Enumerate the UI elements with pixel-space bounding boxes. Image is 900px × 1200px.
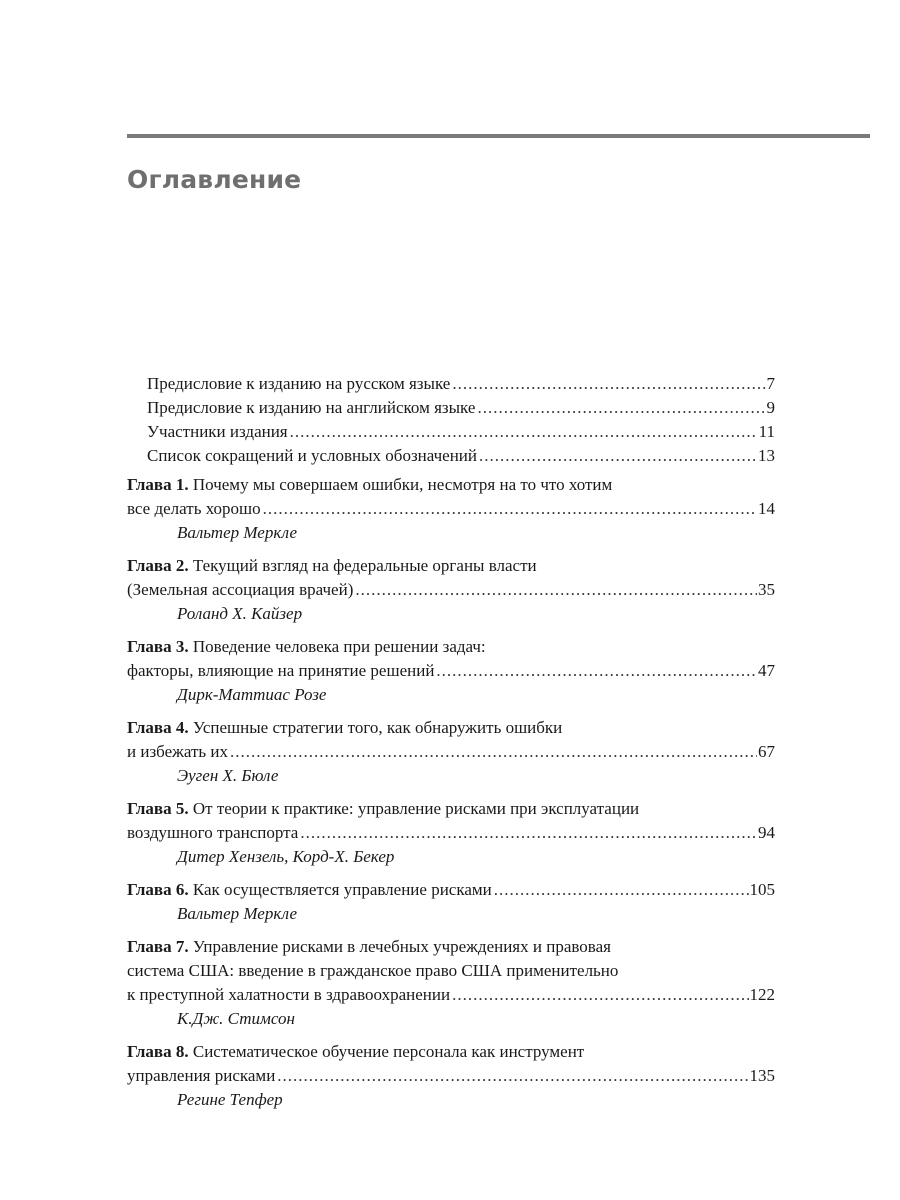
chapter-title-text: все делать хорошо (127, 499, 261, 518)
chapter-author: Вальтер Меркле (177, 523, 298, 542)
chapter-list (127, 473, 775, 1112)
chapter-author: Эуген Х. Бюле (177, 766, 279, 785)
chapter-author: Вальтер Меркле (177, 904, 298, 923)
table-of-contents (127, 372, 775, 1112)
dot-leader (263, 497, 757, 521)
dot-leader (290, 420, 758, 444)
dot-leader (479, 444, 757, 468)
chapter-title-text: (Земельная ассоциация врачей) (127, 580, 354, 599)
chapter-page: 35 (758, 580, 775, 599)
chapter-page: 122 (749, 985, 775, 1004)
chapter-label: Глава 3. (127, 637, 189, 656)
chapter-title-text: факторы, влияющие на принятие решений (127, 661, 435, 680)
chapter-entry[interactable] (127, 635, 775, 707)
chapter-title-line (127, 959, 775, 983)
chapter-title-line (127, 473, 775, 497)
toc-entry-abbreviations[interactable] (127, 444, 775, 468)
toc-entry-page: 11 (758, 422, 775, 441)
chapter-title-line (127, 821, 775, 845)
chapter-label: Глава 8. (127, 1042, 189, 1061)
chapter-author: К.Дж. Стимсон (177, 1009, 295, 1028)
chapter-title-line (127, 797, 775, 821)
chapter-title-text: Как осуществляется управление рисками (192, 880, 492, 899)
chapter-author: Дирк-Маттиас Розе (177, 685, 327, 704)
chapter-author: Регине Тепфер (177, 1090, 283, 1109)
chapter-title-text: Систематическое обучение персонала как инструмент (192, 1042, 585, 1061)
chapter-title-text: управления рисками (127, 1066, 276, 1085)
chapter-title-line (127, 635, 775, 659)
chapter-page: 47 (758, 661, 775, 680)
dot-leader (452, 372, 765, 396)
toc-entry-title: Участники издания (147, 422, 288, 441)
toc-entry-contributors[interactable] (127, 420, 775, 444)
top-rule (127, 134, 870, 138)
dot-leader (494, 878, 749, 902)
dot-leader (436, 659, 757, 683)
chapter-page: 67 (758, 742, 775, 761)
toc-entry-title: Предисловие к изданию на английском языке (147, 398, 476, 417)
dot-leader (230, 740, 757, 764)
dot-leader (452, 983, 748, 1007)
chapter-entry[interactable] (127, 797, 775, 869)
toc-entry-page: 13 (758, 446, 775, 465)
chapter-title-line (127, 554, 775, 578)
front-matter-list (127, 372, 775, 468)
chapter-entry[interactable] (127, 554, 775, 626)
chapter-entry[interactable] (127, 878, 775, 926)
toc-entry-page: 7 (766, 374, 775, 393)
chapter-label: Глава 6. (127, 880, 189, 899)
chapter-entry[interactable] (127, 935, 775, 1031)
dot-leader (355, 578, 757, 602)
chapter-title-text: воздушного транспорта (127, 823, 299, 842)
page-title: Оглавление (127, 165, 302, 194)
chapter-title-text: Поведение человека при решении задач: (192, 637, 486, 656)
chapter-title-line (127, 935, 775, 959)
toc-entry-title: Предисловие к изданию на русском языке (147, 374, 451, 393)
chapter-title-line (127, 878, 775, 902)
chapter-title-text: Управление рисками в лечебных учреждениях и правовая (192, 937, 611, 956)
chapter-title-text: Текущий взгляд на федеральные органы власти (192, 556, 537, 575)
chapter-author: Дитер Хензель, Корд-Х. Бекер (177, 847, 395, 866)
chapter-title-line (127, 659, 775, 683)
chapter-label: Глава 1. (127, 475, 189, 494)
chapter-label: Глава 7. (127, 937, 189, 956)
chapter-page: 14 (758, 499, 775, 518)
chapter-title-text: От теории к практике: управление рисками при эксплуатации (192, 799, 640, 818)
toc-entry-preface-ru[interactable] (127, 372, 775, 396)
toc-entry-page: 9 (766, 398, 775, 417)
chapter-title-line (127, 983, 775, 1007)
chapter-title-line (127, 1040, 775, 1064)
chapter-label: Глава 4. (127, 718, 189, 737)
toc-entry-preface-en[interactable] (127, 396, 775, 420)
dot-leader (277, 1064, 748, 1088)
chapter-title-line (127, 578, 775, 602)
chapter-page: 105 (749, 880, 775, 899)
chapter-title-line (127, 1064, 775, 1088)
chapter-title-line (127, 497, 775, 521)
chapter-title-text: и избежать их (127, 742, 229, 761)
dot-leader (300, 821, 757, 845)
chapter-title-text: система США: введение в гражданское право США применительно (127, 961, 619, 980)
chapter-author: Роланд Х. Кайзер (177, 604, 303, 623)
chapter-title-text: Успешные стратегии того, как обнаружить ошибки (192, 718, 563, 737)
chapter-page: 135 (749, 1066, 775, 1085)
chapter-title-line (127, 740, 775, 764)
chapter-page: 94 (758, 823, 775, 842)
chapter-label: Глава 2. (127, 556, 189, 575)
toc-entry-title: Список сокращений и условных обозначений (147, 446, 478, 465)
chapter-label: Глава 5. (127, 799, 189, 818)
chapter-entry[interactable] (127, 1040, 775, 1112)
chapter-title-text: к преступной халатности в здравоохранении (127, 985, 451, 1004)
chapter-entry[interactable] (127, 716, 775, 788)
chapter-title-line (127, 716, 775, 740)
chapter-title-text: Почему мы совершаем ошибки, несмотря на то что хотим (192, 475, 613, 494)
dot-leader (477, 396, 765, 420)
chapter-entry[interactable] (127, 473, 775, 545)
